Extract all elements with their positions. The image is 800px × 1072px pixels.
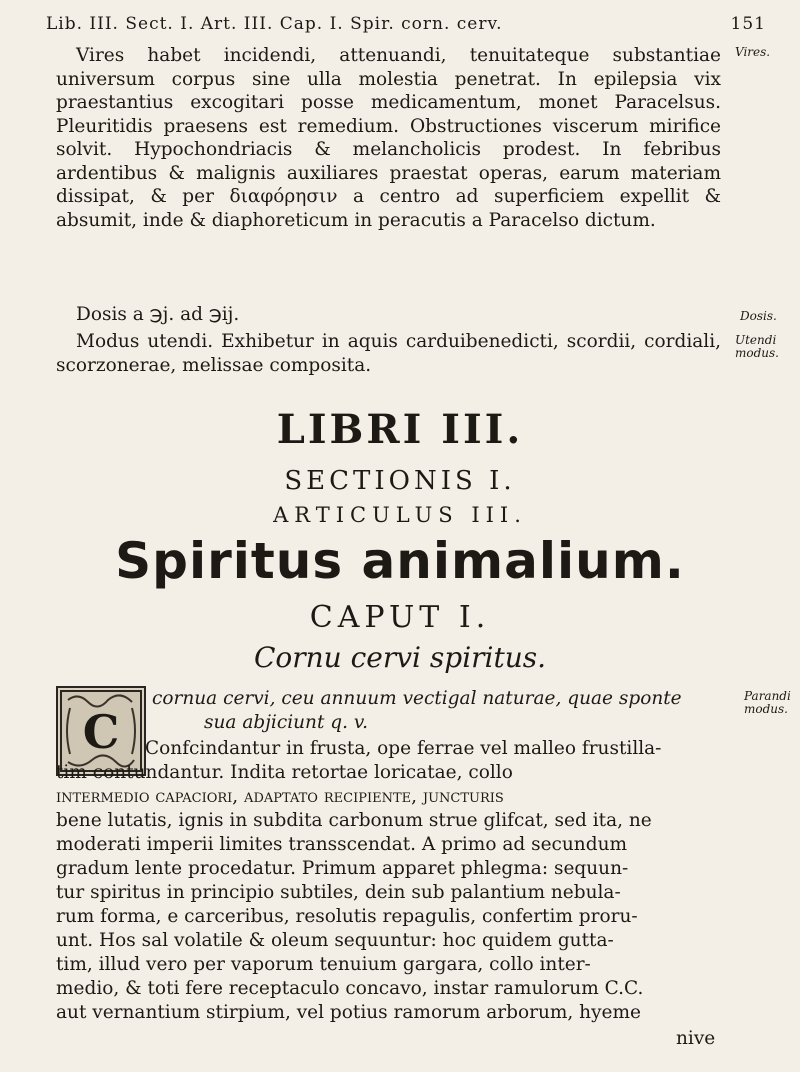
margin-note-vires: Vires. xyxy=(735,45,771,59)
section-heading: SECTIONIS I. xyxy=(284,466,516,496)
vires-paragraph: Vires habet incidendi, attenuandi, tenuitateque substantiae universum corpus sine ulla molestia penetrat. In epilepsia vix praestantius excogitari posse medicamentum, monet Paracelsus. Pleuritidis praesens est remedium. Obstructiones viscerum mirifice solvit. Hypochondriacis & melancholicis prodest. In febribus ardentibus & malignis auxiliares praestat operas, earum materiam dissipat, & per διαφόρησιν a centro ad superficiem expellit & absumit, inde & diaphoreticum in peracutis a Paracelso dictum. xyxy=(56,45,721,231)
body-line: rum forma, e carceribus, resolutis repagulis, confertim proru- xyxy=(56,906,638,927)
margin-note-parandi: Parandi modus. xyxy=(744,689,791,716)
body-line: tur spiritus in principio subtiles, dein sub palantium nebula- xyxy=(56,882,621,903)
body-line: sua abjiciunt q. v. xyxy=(204,712,369,733)
body-line: bene lutatis, ignis in subdita carbonum strue glifcat, sed ita, ne xyxy=(56,810,652,831)
body-line: aut vernantium stirpium, vel potius ramorum arborum, hyeme xyxy=(56,1002,641,1023)
margin-note-modus: Utendi modus. xyxy=(735,333,779,360)
body-line: gradum lente procedatur. Primum apparet phlegma: sequun- xyxy=(56,858,629,879)
body-line: cornua cervi, ceu annuum vectigal naturae, quae sponte xyxy=(152,688,682,709)
dosis-line: Dosis a ℈j. ad ℈ij. xyxy=(76,304,240,325)
body-line: tim contundantur. Indita retortae loricatae, collo xyxy=(56,762,513,783)
running-head-text: Lib. III. Sect. I. Art. III. Cap. I. Spir. corn. cerv. xyxy=(46,14,503,34)
body-line: unt. Hos sal volatile & oleum sequuntur: hoc quidem gutta- xyxy=(56,930,614,951)
catchword: nive xyxy=(676,1028,716,1049)
main-title: Spiritus animalium. xyxy=(115,532,685,590)
page-number: 151 xyxy=(730,14,766,34)
modus-paragraph: Modus utendi. Exhibetur in aquis carduibenedicti, scordii, cordiali, scorzonerae, melissae composita. xyxy=(56,331,721,376)
running-head xyxy=(46,14,766,34)
body-line: Confcindantur in frusta, ope ferrae vel malleo frustilla- xyxy=(145,738,662,759)
initial-letter: C xyxy=(82,705,120,759)
book-heading: LIBRI III. xyxy=(276,406,524,453)
body-line: medio, & toti fere receptaculo concavo, instar ramulorum C.C. xyxy=(56,978,644,999)
margin-note-dosis: Dosis. xyxy=(740,309,777,323)
body-line: intermedio capaciori, adaptato recipiente, juncturis xyxy=(56,786,504,807)
chapter-heading: CAPUT I. xyxy=(309,600,491,635)
body-line: tim, illud vero per vaporum tenuium gargara, collo inter- xyxy=(56,954,591,975)
body-line: moderati imperii limites transscendat. A primo ad secundum xyxy=(56,834,628,855)
article-heading: ARTICULUS III. xyxy=(273,503,527,527)
chapter-subtitle: Cornu cervi spiritus. xyxy=(253,641,547,674)
